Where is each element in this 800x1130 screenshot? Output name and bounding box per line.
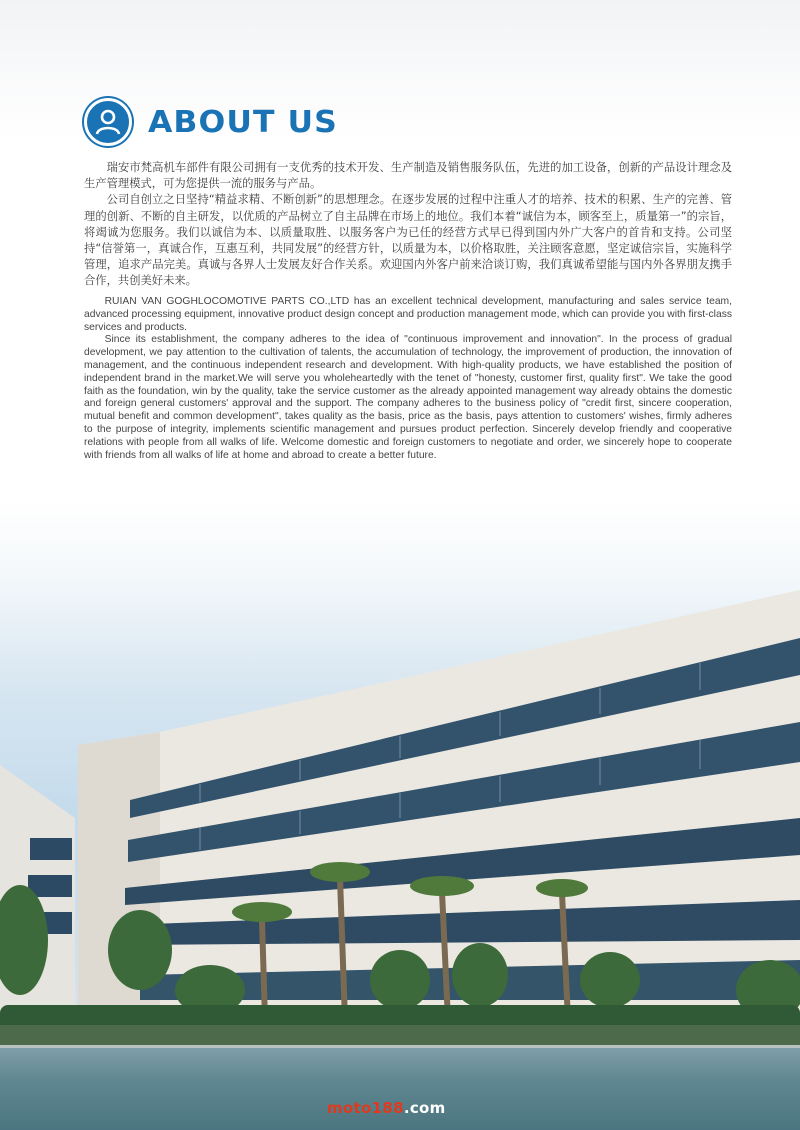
cn-paragraph-2: 公司自创立之日坚持“精益求精、不断创新”的思想理念。在逐步发展的过程中注重人才的培养、技术的积累、生产的完善、管理的创新、不断的自主研发，以优质的产品树立了自主品牌在市场上的地位。我们本着“诚信为本，顾客至上，质量第一”的宗旨，将竭诚为您服务。我们以诚信为本、以质量取胜、以服务客户为已任的经营方式早已得到国内外广大客户的首肯和支持。公司坚持“信誉第一，真诚合作，互惠互利，共同发展”的经营方针，以质量为本，以价格取胜，关注顾客意愿，坚定诚信宗旨，实施科学管理，追求产品完美。真诚与各界人士发展友好合作关系。欢迎国内外客户前来洽谈订购，我们真诚希望能与国内外各界朋友携手合作，共创美好未来。: [84, 193, 732, 288]
en-paragraph-1: RUIAN VAN GOGHLOCOMOTIVE PARTS CO.,LTD has an excellent technical development, manufacturing and sales service team, advanced processing equipment, innovative product design concept and production management mode, which can provide you with first-class services and products.: [84, 296, 732, 333]
section-header: [84, 97, 338, 147]
en-paragraph-2: Since its establishment, the company adheres to the idea of "continuous improvement and innovation". In the process of gradual development, we pay attention to the cultivation of talents, the accumulation of technology, the improvement of production, the innovation of management, and the continuous independent research and development. With high-quality products, we have established the position of independent brand in the market.We will serve you wholeheartedly with the tenet of "honesty, customer first, quality first". We take the good faith as the foundation, win by the quality, take the service customer as the already appointed management way already obtains the domestic and foreign general customers' approval and the support. The company adheres to the business policy of "credit first, sincere cooperation, mutual benefit and common development", takes quality as the basis, price as the basis, pays attention to customers' wishes, firmly adheres to the purpose of integrity, implements scientific management and pursues product perfection. Sincerely develop friendly and cooperative relations with people from all walks of life. Welcome domestic and foreign customers to negotiate and order, we sincerely hope to cooperate with friends from all walks of life at home and abroad to create a better future.: [84, 334, 732, 461]
factory-building-photo: [0, 500, 800, 1130]
chinese-description: [84, 160, 732, 290]
watermark: [327, 1099, 446, 1117]
page-title: ABOUT US: [148, 104, 338, 140]
watermark-site: moto188: [327, 1099, 404, 1117]
english-description: [84, 296, 732, 462]
watermark-domain: .com: [403, 1099, 446, 1117]
pond: [0, 1048, 800, 1130]
cn-paragraph-1: 瑞安市梵高机车部件有限公司拥有一支优秀的技术开发、生产制造及销售服务队伍，先进的加工设备，创新的产品设计理念及生产管理模式，可为您提供一流的服务与产品。: [84, 161, 732, 191]
person-icon: [84, 98, 132, 146]
